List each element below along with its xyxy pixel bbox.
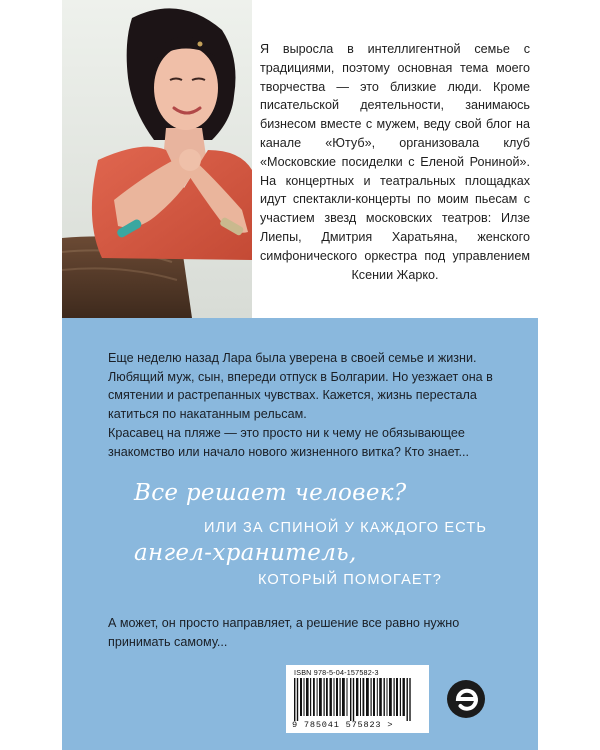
isbn-number: ISBN 978-5-04-157582-3 — [294, 668, 379, 677]
author-bio — [260, 40, 530, 284]
book-back-cover — [62, 0, 538, 750]
isbn-barcode — [286, 665, 429, 733]
annotation-panel — [62, 318, 538, 750]
tagline-line-1: Все решает человек? — [134, 480, 407, 506]
author-photo — [62, 0, 252, 318]
tagline-line-3: ангел-хранитель, — [134, 540, 357, 566]
annotation-paragraph-3: А может, он просто направляет, а решение все равно нужно принимать самому... — [108, 616, 460, 649]
publisher-e-logo-icon — [446, 679, 486, 719]
annotation-paragraph-2: Красавец на пляже — это просто ни к чему не обязывающее знакомство или начало нового жизненного витка? Кто знает... — [108, 426, 470, 459]
barcode-bars — [294, 678, 414, 721]
barcode-digits: 9 785041 575823 > — [292, 720, 394, 730]
tagline-line-4: КОТОРЫЙ ПОМОГАЕТ? — [258, 572, 442, 588]
annotation-paragraph-1: Еще неделю назад Лара была уверена в своей семье и жизни. Любящий муж, сын, впереди отпуск в Болгарии. Но уезжает она в смятении и растрепанных чувствах. Кажется, жизнь перестала катиться по накатанным рельсам. — [108, 351, 493, 421]
tagline-line-2: ИЛИ ЗА СПИНОЙ У КАЖДОГО ЕСТЬ — [204, 520, 488, 536]
author-bio-text: Я выросла в интеллигентной семье с традициями, поэтому основная тема моего творчества — это близкие люди. Кроме писательской деятельности, занимаюсь бизнесом вместе с мужем, веду свой блог на канале «Ютуб», организовала клуб «Московские посиделки с Еленой Рониной». На концертных и театральных площадках идут спектакли-концерты по моим пьесам с участием звезд московских театров: Илзе Лиепы, Дмитрия Харатьяна, женского симфонического оркестра под управлением Ксении Жарко. — [260, 42, 530, 282]
